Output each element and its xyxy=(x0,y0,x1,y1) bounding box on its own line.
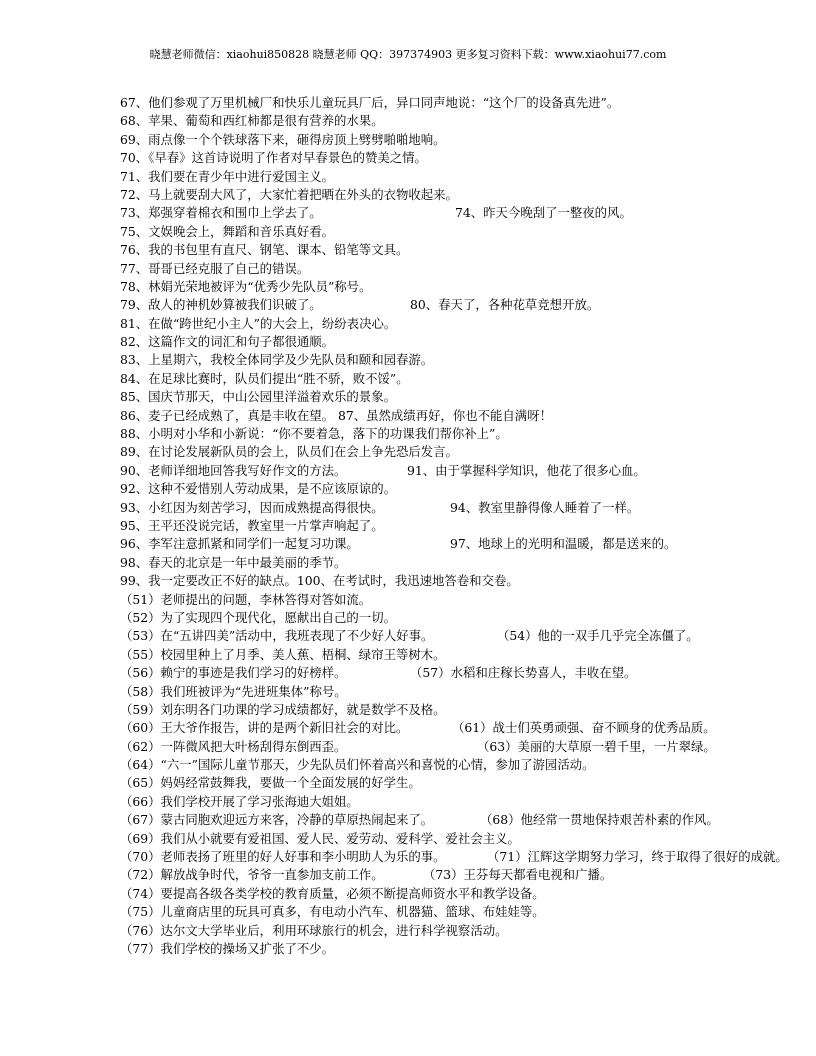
sentence: 96、李军注意抓紧和同学们一起复习功课。 xyxy=(120,536,359,552)
sentence: （73）王芬每天都看电视和广播。 xyxy=(423,867,613,883)
sentence: （66）我们学校开展了学习张海迪大姐姐。 xyxy=(120,793,359,809)
sentence: （60）王大爷作报告，讲的是两个新旧社会的对比。 xyxy=(120,720,409,736)
sentence: 91、由于掌握科学知识，他花了很多心血。 xyxy=(407,462,646,478)
list-item xyxy=(120,223,816,241)
list-item xyxy=(120,517,816,535)
list-item xyxy=(120,333,816,351)
sentence: 85、国庆节那天，中山公园里洋溢着欢乐的景象。 xyxy=(120,389,396,405)
sentence: （64）“六一”国际儿童节那天，少先队员们怀着高兴和喜悦的心情，参加了游园活动。 xyxy=(120,757,595,773)
sentence: 97、地球上的光明和温暖，都是送来的。 xyxy=(450,536,677,552)
list-item xyxy=(120,572,816,590)
sentence: （72）解放战争时代，爷爷一直参加支前工作。 xyxy=(120,867,384,883)
list-item xyxy=(120,683,816,701)
list-item xyxy=(120,370,816,388)
list-item xyxy=(120,443,816,461)
list-item xyxy=(120,774,816,792)
sentence: （58）我们班被评为“先进班集体”称号。 xyxy=(120,683,347,699)
sentence: （53）在“五讲四美”活动中，我班表现了不少好人好事。 xyxy=(120,628,434,644)
sentence: （62）一阵微风把大叶杨刮得东倒西歪。 xyxy=(120,738,347,754)
sentence-list xyxy=(120,94,816,958)
list-item xyxy=(120,480,816,498)
page-header: 晓慧老师微信：xiaohui850828 晓慧老师 QQ：397374903 更多复习资料下载：www.xiaohui77.com xyxy=(149,48,667,61)
list-item xyxy=(120,793,816,811)
sentence: （52）为了实现四个现代化，愿献出自己的一切。 xyxy=(120,609,396,625)
sentence: 90、老师详细地回答我写好作文的方法。 xyxy=(120,462,347,478)
list-item xyxy=(120,241,816,259)
sentence: 71、我们要在青少年中进行爱国主义。 xyxy=(120,168,335,184)
sentence: 75、文娱晚会上，舞蹈和音乐真好看。 xyxy=(120,223,335,239)
list-item xyxy=(120,646,816,664)
sentence: （65）妈妈经常鼓舞我，要做一个全面发展的好学生。 xyxy=(120,775,421,791)
list-item xyxy=(120,609,816,627)
list-item xyxy=(120,499,816,517)
sentence: 79、敌人的神机妙算被我们识破了。 xyxy=(120,297,322,313)
list-item xyxy=(120,168,816,186)
list-item xyxy=(120,627,816,645)
sentence: 73、郑强穿着棉衣和围巾上学去了。 xyxy=(120,205,322,221)
sentence: （74）要提高各级各类学校的教育质量，必须不断提高师资水平和教学设备。 xyxy=(120,885,545,901)
sentence: （55）校园里种上了月季、美人蕉、梧桐、绿帘王等树木。 xyxy=(120,646,446,662)
list-item xyxy=(120,756,816,774)
sentence: 72、马上就要刮大风了，大家忙着把晒在外头的衣物收起来。 xyxy=(120,186,458,202)
sentence: （59）刘东明各门功课的学习成绩都好，就是数学不及格。 xyxy=(120,701,446,717)
sentence: 77、哥哥已经克服了自己的错误。 xyxy=(120,260,310,276)
sentence: （75）儿童商店里的玩具可真多，有电动小汽车、机器猫、篮球、布娃娃等。 xyxy=(120,904,545,920)
list-item xyxy=(120,903,816,921)
list-item xyxy=(120,848,816,866)
list-item xyxy=(120,278,816,296)
sentence: 99、我一定要改正不好的缺点。100、在考试时，我迅速地答卷和交卷。 xyxy=(120,573,519,589)
sentence: （69）我们从小就要有爱祖国、爱人民、爱劳动、爱科学、爱社会主义。 xyxy=(120,830,520,846)
sentence: （57）水稻和庄稼长势喜人，丰收在望。 xyxy=(410,665,637,681)
sentence: （56）赖宁的事迹是我们学习的好榜样。 xyxy=(120,665,347,681)
list-item xyxy=(120,186,816,204)
list-item xyxy=(120,738,816,756)
sentence: （68）他经常一贯地保持艰苦朴素的作风。 xyxy=(480,812,719,828)
sentence: 94、教室里静得像人睡着了一样。 xyxy=(450,499,640,515)
list-item xyxy=(120,866,816,884)
sentence: （77）我们学校的操场又扩张了不少。 xyxy=(120,940,335,956)
sentence: 80、春天了，各种花草竞想开放。 xyxy=(410,297,600,313)
list-item xyxy=(120,94,816,112)
list-item xyxy=(120,940,816,958)
sentence: 78、林娟光荣地被评为“优秀少先队员”称号。 xyxy=(120,278,372,294)
sentence: 76、我的书包里有直尺、钢笔、课本、铅笔等文具。 xyxy=(120,242,409,258)
list-item xyxy=(120,112,816,130)
sentence: 74、昨天今晚刮了一整夜的风。 xyxy=(455,205,632,221)
list-item xyxy=(120,315,816,333)
list-item xyxy=(120,425,816,443)
sentence: 89、在讨论发展新队员的会上，队员们在会上争先恐后发言。 xyxy=(120,444,458,460)
sentence: 83、上星期六，我校全体同学及少先队员和颐和园春游。 xyxy=(120,352,434,368)
sentence: （54）他的一双手几乎完全冻僵了。 xyxy=(497,628,699,644)
list-item xyxy=(120,260,816,278)
list-item xyxy=(120,719,816,737)
sentence: （63）美丽的大草原一碧千里，一片翠绿。 xyxy=(477,738,716,754)
sentence: 70、《早春》这首诗说明了作者对早春景色的赞美之情。 xyxy=(120,150,427,166)
sentence: （70）老师表扬了班里的好人好事和李小明助人为乐的事。 xyxy=(120,849,446,865)
sentence: 93、小红因为刻苦学习，因而成熟提高得很快。 xyxy=(120,499,384,515)
list-item xyxy=(120,664,816,682)
list-item xyxy=(120,407,816,425)
sentence: 68、苹果、葡萄和西红柿都是很有营养的水果。 xyxy=(120,113,384,129)
sentence: （76）达尔文大学毕业后，利用环球旅行的机会，进行科学视察活动。 xyxy=(120,922,508,938)
list-item xyxy=(120,885,816,903)
list-item xyxy=(120,388,816,406)
list-item xyxy=(120,922,816,940)
sentence: 67、他们参观了万里机械厂和快乐儿童玩具厂后，异口同声地说：“这个厂的设备真先进”。 xyxy=(120,95,620,110)
list-item xyxy=(120,131,816,149)
list-item xyxy=(120,811,816,829)
sentence: 88、小明对小华和小新说：“你不要着急，落下的功课我们帮你补上”。 xyxy=(120,426,508,442)
list-item xyxy=(120,701,816,719)
sentence: 98、春天的北京是一年中最美丽的季节。 xyxy=(120,554,347,570)
list-item xyxy=(120,554,816,572)
sentence: 92、这种不爱惜别人劳动成果，是不应该原谅的。 xyxy=(120,481,396,497)
list-item xyxy=(120,830,816,848)
sentence: 95、王平还没说完话，教室里一片掌声响起了。 xyxy=(120,517,384,533)
sentence: 86、麦子已经成熟了，真是丰收在望。 87、虽然成绩再好，你也不能自满呀！ xyxy=(120,407,552,423)
list-item xyxy=(120,591,816,609)
sentence: 82、这篇作文的词汇和句子都很通顺。 xyxy=(120,334,335,350)
sentence: （51）老师提出的问题，李林答得对答如流。 xyxy=(120,591,372,607)
sentence: 84、在足球比赛时，队员们提出“胜不骄，败不馁”。 xyxy=(120,370,409,386)
list-item xyxy=(120,351,816,369)
list-item xyxy=(120,204,816,222)
list-item xyxy=(120,296,816,314)
sentence: 69、雨点像一个个铁球落下来，砸得房顶上劈劈啪啪地响。 xyxy=(120,131,446,147)
list-item xyxy=(120,462,816,480)
sentence: 81、在做“跨世纪小主人”的大会上，纷纷表决心。 xyxy=(120,315,397,331)
sentence: （67）蒙古同胞欢迎远方来客，冷静的草原热闹起来了。 xyxy=(120,812,434,828)
sentence: （61）战士们英勇顽强、奋不顾身的优秀品质。 xyxy=(452,720,716,736)
list-item xyxy=(120,149,816,167)
list-item xyxy=(120,535,816,553)
sentence: （71）江辉这学期努力学习，终于取得了很好的成就。 xyxy=(487,849,788,865)
